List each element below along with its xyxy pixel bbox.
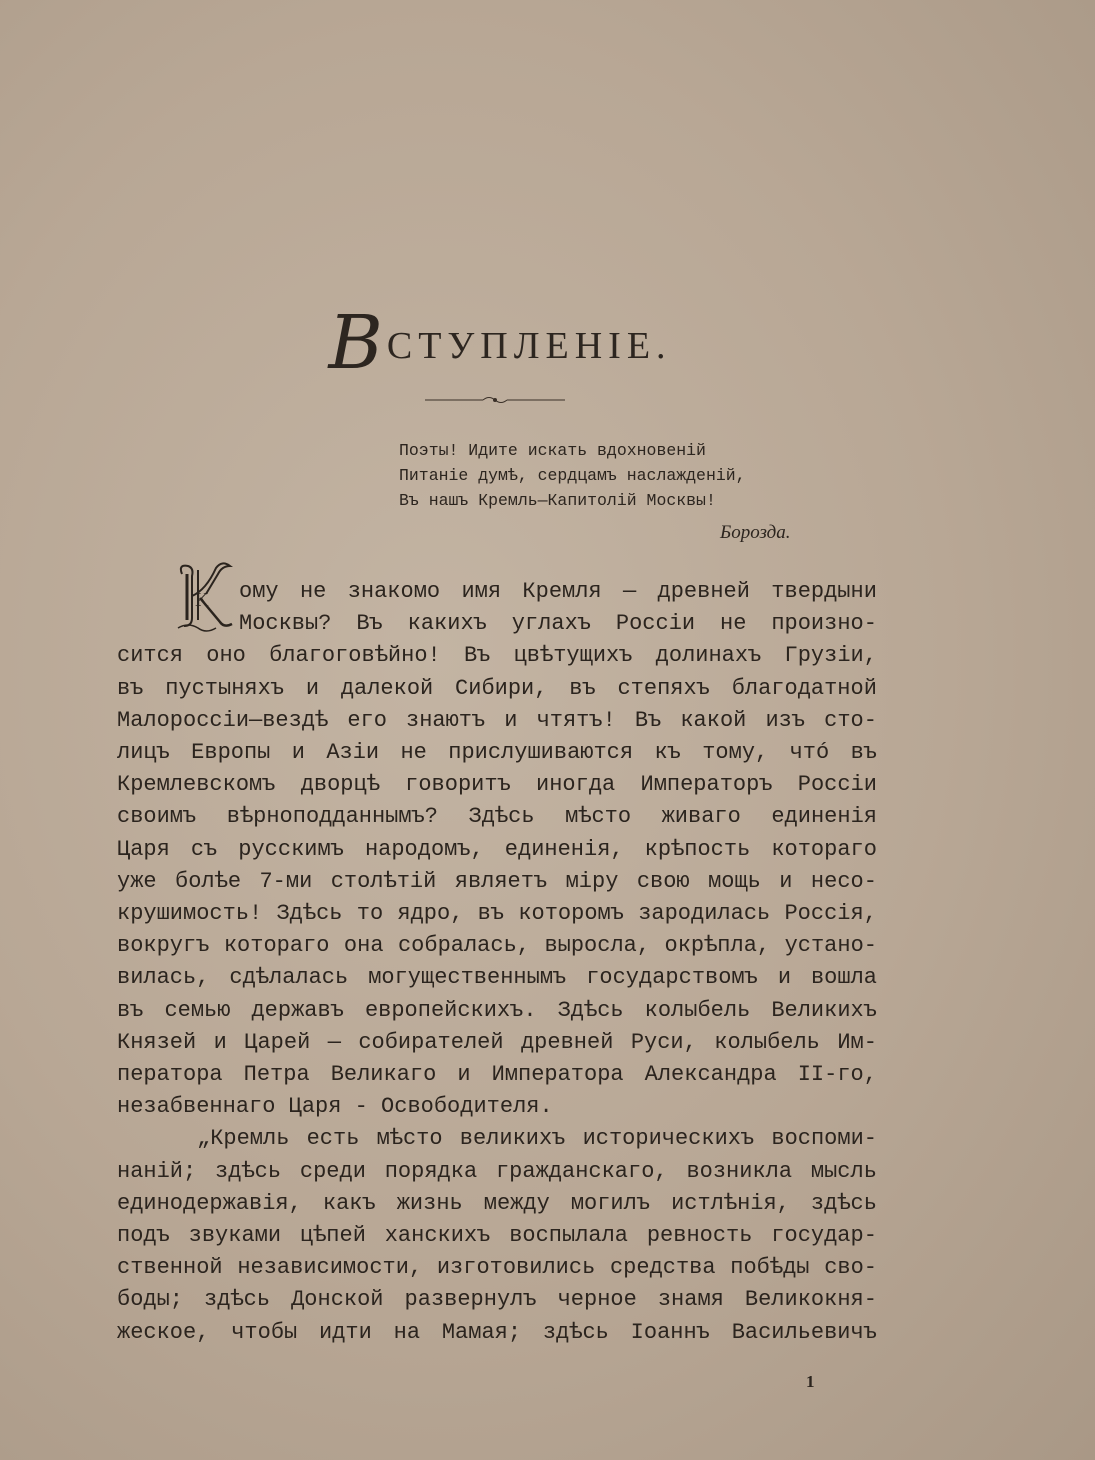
text-line: ственной независимости, изготовились средства побѣды сво- xyxy=(117,1255,877,1281)
text-line: своимъ вѣрноподданнымъ? Здѣсь мѣсто живаго единенiя xyxy=(117,804,877,830)
text-line: Кремлевскомъ дворцѣ говоритъ иногда Императоръ Россiи xyxy=(117,772,877,798)
epigraph-line: Поэты! Идите искать вдохновенiй xyxy=(399,441,706,460)
text-line: боды; здѣсь Донской развернулъ черное знамя Великокня- xyxy=(117,1287,877,1313)
text-line: сится оно благоговѣйно! Въ цвѣтущихъ долинахъ Грузiи, xyxy=(117,643,877,669)
text-line: подъ звуками цѣпей ханскихъ воспылала ревность государ- xyxy=(117,1223,877,1249)
text-line: вилась, сдѣлалась могущественнымъ государствомъ и вошла xyxy=(117,965,877,991)
epigraph-line: Питанiе думѣ, сердцамъ наслажденiй, xyxy=(399,466,746,485)
body-text xyxy=(117,576,877,1349)
title-ornament-rule xyxy=(425,392,565,408)
page-number: 1 xyxy=(806,1372,815,1391)
title-rest: СТУПЛЕНIЕ. xyxy=(386,325,672,367)
text-line: Малороссiи—вездѣ его знаютъ и чтятъ! Въ какой изъ сто- xyxy=(117,707,877,733)
epigraph-line: Въ нашъ Кремль—Капитолiй Москвы! xyxy=(399,491,716,510)
chapter-title xyxy=(0,300,1000,386)
text-line: жеское, чтобы идти на Мамая; здѣсь Iоаннъ Васильевичъ xyxy=(117,1319,877,1345)
text-line: единодержавiя, какъ жизнь между могилъ истлѣнiя, здѣсь xyxy=(117,1190,877,1216)
text-line: Москвы? Въ какихъ углахъ Россiи не произно- xyxy=(239,611,877,637)
text-line: „Кремль есть мѣсто великихъ историческихъ воспоми- xyxy=(197,1126,877,1152)
text-line: нанiй; здѣсь среди порядка гражданскаго, возникла мысль xyxy=(117,1158,877,1184)
text-line: въ пустыняхъ и далекой Сибири, въ степяхъ благодатной xyxy=(117,675,877,701)
text-line: уже болѣе 7-ми столѣтiй являетъ мiру свою мощь и несо- xyxy=(117,868,877,894)
text-line: незабвеннаго Царя - Освободителя. xyxy=(117,1094,553,1120)
text-line: крушимость! Здѣсь то ядро, въ которомъ зародилась Россiя, xyxy=(117,901,877,927)
epigraph xyxy=(399,438,746,513)
text-line: лицъ Европы и Азiи не прислушиваются къ тому, чтó въ xyxy=(117,740,877,766)
text-line: въ семью державъ европейскихъ. Здѣсь колыбель Великихъ xyxy=(117,997,877,1023)
title-initial: В xyxy=(328,300,383,386)
text-line: Князей и Царей — собирателей древней Руси, колыбель Им- xyxy=(117,1029,877,1055)
text-line: ому не знакомо имя Кремля — древней твердыни xyxy=(239,579,877,604)
text-line: ператора Петра Великаго и Императора Александра II-го, xyxy=(117,1062,877,1088)
text-line: вокругъ котораго она собралась, выросла, окрѣпла, устано- xyxy=(117,933,877,959)
epigraph-attribution: Борозда. xyxy=(720,522,791,543)
bleed-through-text xyxy=(720,40,1080,460)
text-line: Царя съ русскимъ народомъ, единенiя, крѣпость котораго xyxy=(117,836,877,862)
svg-text:К: К xyxy=(195,589,209,611)
